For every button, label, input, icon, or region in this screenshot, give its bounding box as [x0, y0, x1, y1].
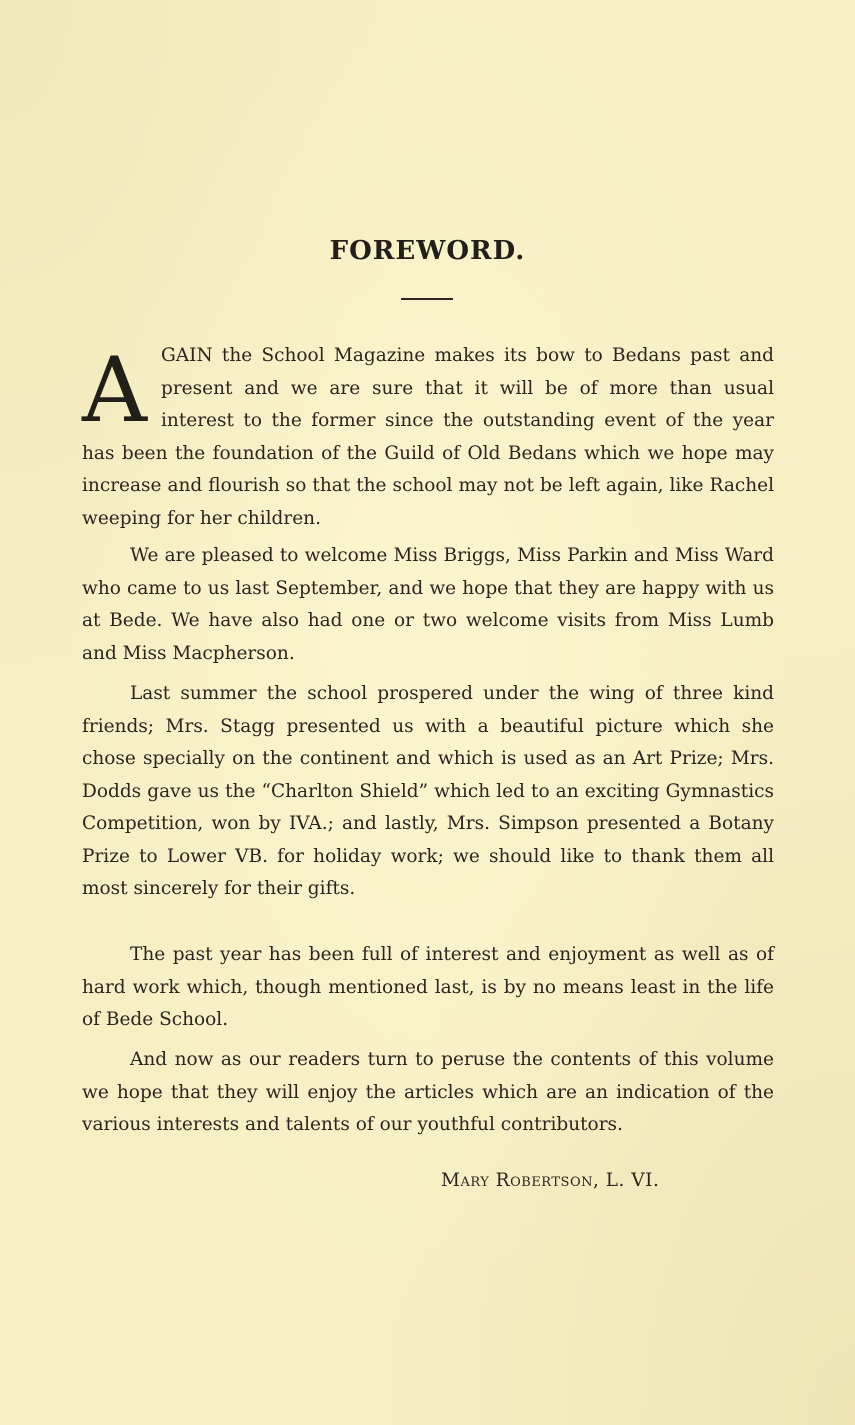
paragraph-5: And now as our readers turn to peruse the contents of this volume we hope that they will enjoy the articles which are an indication of the various interests and talents of our youthful contributors. [82, 1049, 774, 1135]
paragraph-2: We are pleased to welcome Miss Briggs, Miss Parkin and Miss Ward who came to us last September, and we hope that they are happy with us at Bede. We have also had one or two welcome visits from Miss Lumb and Miss Macpherson. [82, 545, 774, 664]
author-signature: Mary Robertson, L. VI. [441, 1170, 660, 1191]
page-title: FOREWORD. [329, 236, 526, 266]
title-divider [401, 298, 453, 300]
paragraph-4: The past year has been full of interest and enjoyment as well as of hard work which, though mentioned last, is by no means least in the life of Bede School. [82, 944, 774, 1030]
paragraph-1 [82, 340, 774, 535]
paragraph-3: Last summer the school prospered under the wing of three kind friends; Mrs. Stagg presented us with a beautiful picture which she chose specially on the continent and which is used as an Art Prize; Mrs. Dodds gave us the “Charlton Shield” which led to an exciting Gymnastics Competition, won by IVA.; and lastly, Mrs. Simpson presented a Botany Prize to Lower VB. for holiday work; we should like to thank them all most sincerely for their gifts. [82, 683, 774, 899]
paragraph-1-text: GAIN the School Magazine makes its bow to Bedans past and present and we are sure that it will be of more than usual interest to the former since the outstanding event of the year has been the foundation of the Guild of Old Bedans which we hope may increase and flourish so that the school may not be left again, like Rachel weeping for her children. [82, 345, 774, 529]
drop-cap-letter: A [82, 338, 147, 443]
